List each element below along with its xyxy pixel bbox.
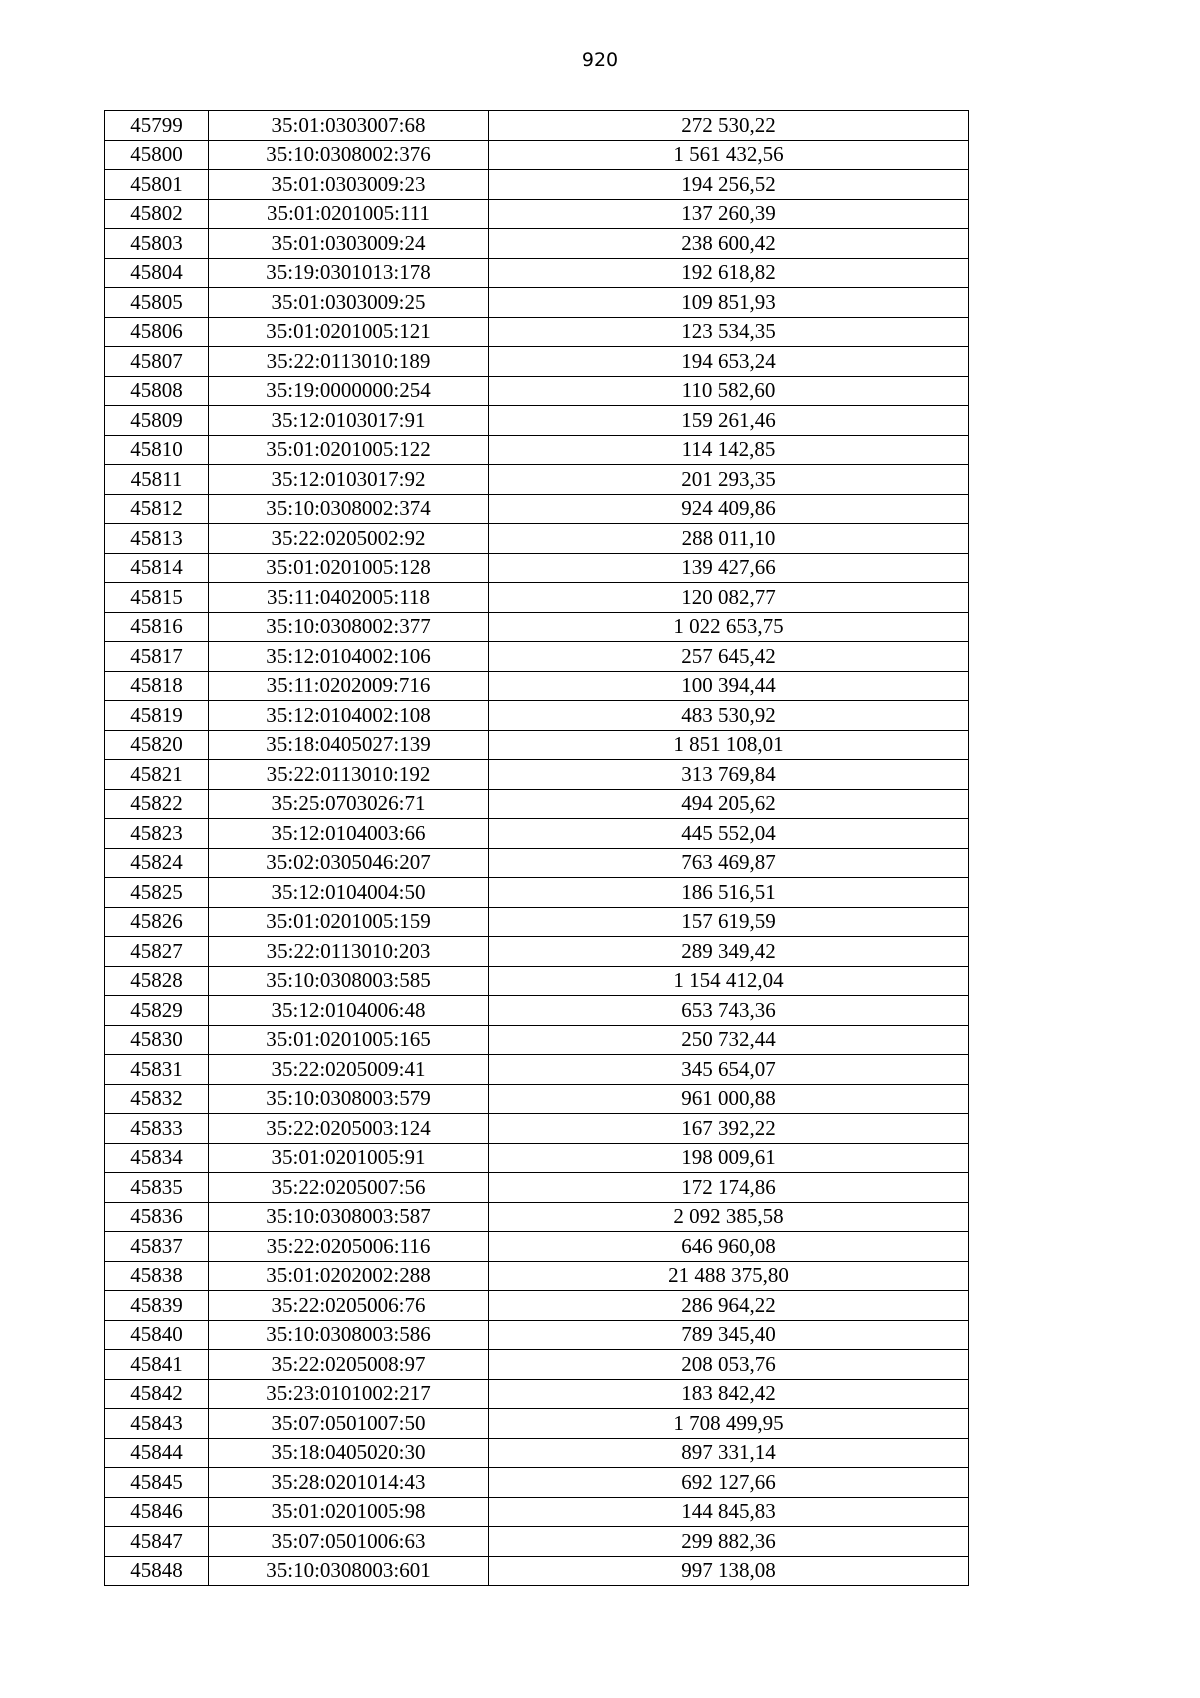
table-row — [105, 170, 969, 200]
table-row — [105, 1497, 969, 1527]
table-row — [105, 583, 969, 613]
table-row — [105, 642, 969, 672]
table-row — [105, 1320, 969, 1350]
table-row — [105, 1409, 969, 1439]
cadastral-number-cell: 35:22:0205006:116 — [209, 1232, 489, 1262]
cadastral-value-cell: 692 127,66 — [489, 1468, 969, 1498]
cadastral-value-cell: 1 708 499,95 — [489, 1409, 969, 1439]
cadastral-value-cell: 272 530,22 — [489, 111, 969, 141]
cadastral-number-cell: 35:10:0308003:601 — [209, 1556, 489, 1586]
row-number-cell: 45815 — [105, 583, 209, 613]
cadastral-value-cell: 250 732,44 — [489, 1025, 969, 1055]
row-number-cell: 45813 — [105, 524, 209, 554]
table-row — [105, 1232, 969, 1262]
cadastral-number-cell: 35:23:0101002:217 — [209, 1379, 489, 1409]
row-number-cell: 45816 — [105, 612, 209, 642]
table-row — [105, 789, 969, 819]
row-number-cell: 45846 — [105, 1497, 209, 1527]
cadastral-value-cell: 123 534,35 — [489, 317, 969, 347]
cadastral-number-cell: 35:22:0205002:92 — [209, 524, 489, 554]
cadastral-number-cell: 35:22:0205007:56 — [209, 1173, 489, 1203]
cadastral-value-cell: 21 488 375,80 — [489, 1261, 969, 1291]
table-row — [105, 1025, 969, 1055]
table-row — [105, 199, 969, 229]
table-row — [105, 701, 969, 731]
cadastral-value-cell: 167 392,22 — [489, 1114, 969, 1144]
cadastral-value-cell: 286 964,22 — [489, 1291, 969, 1321]
cadastral-value-cell: 924 409,86 — [489, 494, 969, 524]
row-number-cell: 45832 — [105, 1084, 209, 1114]
cadastral-value-cell: 288 011,10 — [489, 524, 969, 554]
cadastral-number-cell: 35:18:0405027:139 — [209, 730, 489, 760]
cadastral-value-cell: 194 653,24 — [489, 347, 969, 377]
cadastral-number-cell: 35:11:0202009:716 — [209, 671, 489, 701]
row-number-cell: 45817 — [105, 642, 209, 672]
cadastral-number-cell: 35:22:0205008:97 — [209, 1350, 489, 1380]
table-row — [105, 288, 969, 318]
table-row — [105, 996, 969, 1026]
cadastral-number-cell: 35:01:0201005:98 — [209, 1497, 489, 1527]
row-number-cell: 45810 — [105, 435, 209, 465]
cadastral-value-cell: 172 174,86 — [489, 1173, 969, 1203]
cadastral-number-cell: 35:01:0303009:24 — [209, 229, 489, 259]
table-row — [105, 878, 969, 908]
table-row — [105, 1084, 969, 1114]
row-number-cell: 45818 — [105, 671, 209, 701]
cadastral-value-cell: 483 530,92 — [489, 701, 969, 731]
cadastral-value-cell: 299 882,36 — [489, 1527, 969, 1557]
row-number-cell: 45829 — [105, 996, 209, 1026]
table-row — [105, 1438, 969, 1468]
row-number-cell: 45819 — [105, 701, 209, 731]
cadastral-number-cell: 35:01:0201005:111 — [209, 199, 489, 229]
cadastral-value-cell: 1 561 432,56 — [489, 140, 969, 170]
table-row — [105, 1350, 969, 1380]
cadastral-number-cell: 35:10:0308002:374 — [209, 494, 489, 524]
row-number-cell: 45845 — [105, 1468, 209, 1498]
table-row — [105, 819, 969, 849]
cadastral-value-cell: 1 154 412,04 — [489, 966, 969, 996]
row-number-cell: 45834 — [105, 1143, 209, 1173]
row-number-cell: 45839 — [105, 1291, 209, 1321]
cadastral-number-cell: 35:10:0308003:586 — [209, 1320, 489, 1350]
row-number-cell: 45823 — [105, 819, 209, 849]
row-number-cell: 45841 — [105, 1350, 209, 1380]
row-number-cell: 45803 — [105, 229, 209, 259]
cadastral-number-cell: 35:01:0201005:91 — [209, 1143, 489, 1173]
cadastral-value-cell: 201 293,35 — [489, 465, 969, 495]
row-number-cell: 45807 — [105, 347, 209, 377]
cadastral-number-cell: 35:12:0103017:92 — [209, 465, 489, 495]
row-number-cell: 45828 — [105, 966, 209, 996]
cadastral-value-cell: 159 261,46 — [489, 406, 969, 436]
cadastral-number-cell: 35:12:0104002:106 — [209, 642, 489, 672]
cadastral-value-table — [104, 110, 969, 1586]
row-number-cell: 45838 — [105, 1261, 209, 1291]
table-row — [105, 524, 969, 554]
row-number-cell: 45808 — [105, 376, 209, 406]
cadastral-value-cell: 110 582,60 — [489, 376, 969, 406]
table-row — [105, 1143, 969, 1173]
row-number-cell: 45843 — [105, 1409, 209, 1439]
table-row — [105, 465, 969, 495]
cadastral-number-cell: 35:19:0000000:254 — [209, 376, 489, 406]
cadastral-number-cell: 35:10:0308003:585 — [209, 966, 489, 996]
cadastral-number-cell: 35:10:0308002:377 — [209, 612, 489, 642]
cadastral-value-cell: 646 960,08 — [489, 1232, 969, 1262]
cadastral-number-cell: 35:01:0201005:121 — [209, 317, 489, 347]
cadastral-value-cell: 183 842,42 — [489, 1379, 969, 1409]
table-row — [105, 317, 969, 347]
table-row — [105, 1261, 969, 1291]
table-body — [105, 111, 969, 1586]
cadastral-value-cell: 194 256,52 — [489, 170, 969, 200]
cadastral-value-cell: 192 618,82 — [489, 258, 969, 288]
row-number-cell: 45837 — [105, 1232, 209, 1262]
table-row — [105, 907, 969, 937]
cadastral-value-cell: 139 427,66 — [489, 553, 969, 583]
row-number-cell: 45812 — [105, 494, 209, 524]
table-row — [105, 140, 969, 170]
table-row — [105, 1114, 969, 1144]
cadastral-number-cell: 35:07:0501006:63 — [209, 1527, 489, 1557]
row-number-cell: 45821 — [105, 760, 209, 790]
cadastral-value-cell: 789 345,40 — [489, 1320, 969, 1350]
table-row — [105, 966, 969, 996]
row-number-cell: 45799 — [105, 111, 209, 141]
table-row — [105, 1468, 969, 1498]
cadastral-value-cell: 289 349,42 — [489, 937, 969, 967]
row-number-cell: 45848 — [105, 1556, 209, 1586]
table-row — [105, 848, 969, 878]
row-number-cell: 45833 — [105, 1114, 209, 1144]
row-number-cell: 45835 — [105, 1173, 209, 1203]
cadastral-value-cell: 897 331,14 — [489, 1438, 969, 1468]
row-number-cell: 45826 — [105, 907, 209, 937]
row-number-cell: 45842 — [105, 1379, 209, 1409]
cadastral-number-cell: 35:02:0305046:207 — [209, 848, 489, 878]
table-row — [105, 730, 969, 760]
cadastral-number-cell: 35:22:0205009:41 — [209, 1055, 489, 1085]
cadastral-value-cell: 120 082,77 — [489, 583, 969, 613]
cadastral-value-cell: 1 851 108,01 — [489, 730, 969, 760]
cadastral-value-cell: 109 851,93 — [489, 288, 969, 318]
cadastral-value-cell: 186 516,51 — [489, 878, 969, 908]
page-number: 920 — [581, 49, 619, 71]
row-number-cell: 45814 — [105, 553, 209, 583]
cadastral-number-cell: 35:01:0303007:68 — [209, 111, 489, 141]
row-number-cell: 45822 — [105, 789, 209, 819]
cadastral-number-cell: 35:01:0303009:25 — [209, 288, 489, 318]
cadastral-value-cell: 114 142,85 — [489, 435, 969, 465]
cadastral-number-cell: 35:19:0301013:178 — [209, 258, 489, 288]
table-row — [105, 229, 969, 259]
table-row — [105, 406, 969, 436]
cadastral-number-cell: 35:01:0201005:128 — [209, 553, 489, 583]
cadastral-number-cell: 35:01:0202002:288 — [209, 1261, 489, 1291]
row-number-cell: 45836 — [105, 1202, 209, 1232]
cadastral-number-cell: 35:01:0303009:23 — [209, 170, 489, 200]
table-row — [105, 1173, 969, 1203]
cadastral-number-cell: 35:28:0201014:43 — [209, 1468, 489, 1498]
cadastral-value-cell: 445 552,04 — [489, 819, 969, 849]
row-number-cell: 45804 — [105, 258, 209, 288]
cadastral-value-cell: 313 769,84 — [489, 760, 969, 790]
cadastral-value-cell: 198 009,61 — [489, 1143, 969, 1173]
cadastral-value-cell: 763 469,87 — [489, 848, 969, 878]
cadastral-number-cell: 35:10:0308002:376 — [209, 140, 489, 170]
row-number-cell: 45809 — [105, 406, 209, 436]
table-row — [105, 671, 969, 701]
cadastral-value-cell: 653 743,36 — [489, 996, 969, 1026]
table-row — [105, 1379, 969, 1409]
table-row — [105, 1291, 969, 1321]
cadastral-value-cell: 2 092 385,58 — [489, 1202, 969, 1232]
row-number-cell: 45844 — [105, 1438, 209, 1468]
cadastral-number-cell: 35:01:0201005:165 — [209, 1025, 489, 1055]
table-row — [105, 435, 969, 465]
table-row — [105, 258, 969, 288]
table-row — [105, 760, 969, 790]
cadastral-value-cell: 257 645,42 — [489, 642, 969, 672]
row-number-cell: 45802 — [105, 199, 209, 229]
row-number-cell: 45820 — [105, 730, 209, 760]
cadastral-number-cell: 35:12:0104002:108 — [209, 701, 489, 731]
cadastral-number-cell: 35:12:0104004:50 — [209, 878, 489, 908]
cadastral-number-cell: 35:11:0402005:118 — [209, 583, 489, 613]
cadastral-value-cell: 208 053,76 — [489, 1350, 969, 1380]
table-row — [105, 1055, 969, 1085]
cadastral-number-cell: 35:22:0205006:76 — [209, 1291, 489, 1321]
cadastral-number-cell: 35:18:0405020:30 — [209, 1438, 489, 1468]
cadastral-value-cell: 1 022 653,75 — [489, 612, 969, 642]
row-number-cell: 45840 — [105, 1320, 209, 1350]
cadastral-number-cell: 35:22:0113010:203 — [209, 937, 489, 967]
row-number-cell: 45805 — [105, 288, 209, 318]
cadastral-value-cell: 345 654,07 — [489, 1055, 969, 1085]
table-row — [105, 111, 969, 141]
cadastral-value-cell: 157 619,59 — [489, 907, 969, 937]
cadastral-number-cell: 35:25:0703026:71 — [209, 789, 489, 819]
cadastral-number-cell: 35:22:0113010:192 — [209, 760, 489, 790]
row-number-cell: 45824 — [105, 848, 209, 878]
cadastral-value-cell: 997 138,08 — [489, 1556, 969, 1586]
cadastral-number-cell: 35:12:0104003:66 — [209, 819, 489, 849]
row-number-cell: 45806 — [105, 317, 209, 347]
cadastral-number-cell: 35:01:0201005:159 — [209, 907, 489, 937]
cadastral-value-cell: 137 260,39 — [489, 199, 969, 229]
cadastral-number-cell: 35:07:0501007:50 — [209, 1409, 489, 1439]
row-number-cell: 45801 — [105, 170, 209, 200]
table-row — [105, 937, 969, 967]
cadastral-number-cell: 35:10:0308003:587 — [209, 1202, 489, 1232]
cadastral-value-cell: 961 000,88 — [489, 1084, 969, 1114]
row-number-cell: 45825 — [105, 878, 209, 908]
cadastral-value-cell: 494 205,62 — [489, 789, 969, 819]
table-row — [105, 1556, 969, 1586]
table-row — [105, 347, 969, 377]
row-number-cell: 45830 — [105, 1025, 209, 1055]
table-row — [105, 553, 969, 583]
table-row — [105, 612, 969, 642]
row-number-cell: 45827 — [105, 937, 209, 967]
cadastral-value-cell: 100 394,44 — [489, 671, 969, 701]
cadastral-number-cell: 35:12:0103017:91 — [209, 406, 489, 436]
cadastral-number-cell: 35:22:0205003:124 — [209, 1114, 489, 1144]
row-number-cell: 45831 — [105, 1055, 209, 1085]
cadastral-value-cell: 144 845,83 — [489, 1497, 969, 1527]
cadastral-number-cell: 35:12:0104006:48 — [209, 996, 489, 1026]
row-number-cell: 45847 — [105, 1527, 209, 1557]
table-row — [105, 1527, 969, 1557]
cadastral-number-cell: 35:10:0308003:579 — [209, 1084, 489, 1114]
cadastral-number-cell: 35:22:0113010:189 — [209, 347, 489, 377]
row-number-cell: 45811 — [105, 465, 209, 495]
cadastral-value-cell: 238 600,42 — [489, 229, 969, 259]
table-row — [105, 376, 969, 406]
row-number-cell: 45800 — [105, 140, 209, 170]
table-row — [105, 1202, 969, 1232]
table-row — [105, 494, 969, 524]
cadastral-number-cell: 35:01:0201005:122 — [209, 435, 489, 465]
